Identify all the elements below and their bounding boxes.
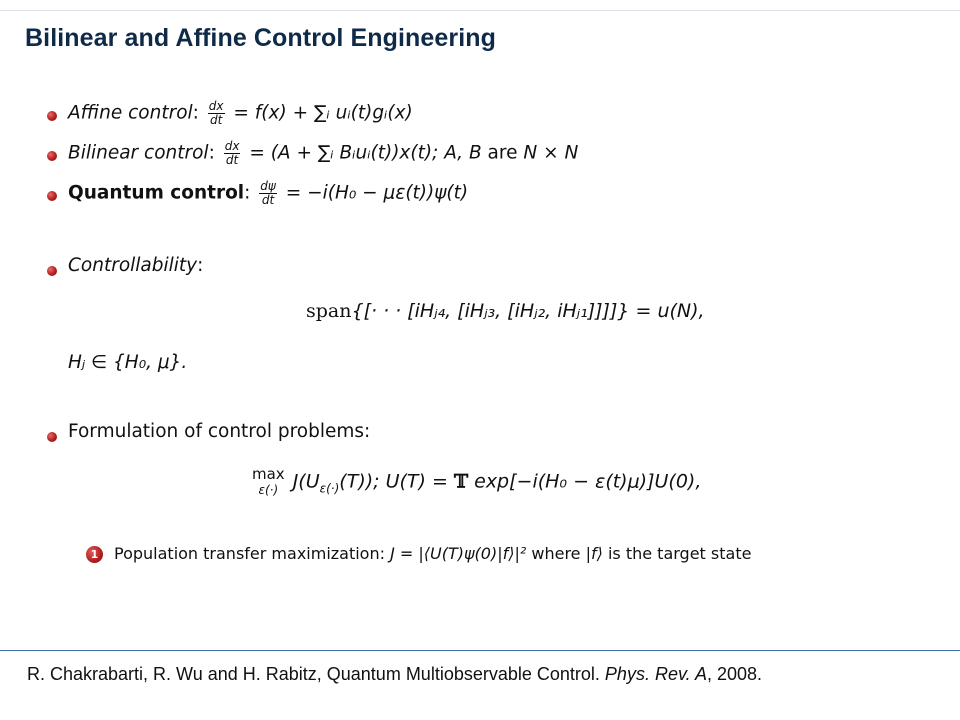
population-transfer-label: Population transfer maximization: xyxy=(114,544,385,563)
formulation-equation xyxy=(252,466,701,498)
population-transfer-where: where xyxy=(531,544,581,563)
formulation-label: Formulation of control problems: xyxy=(68,421,371,442)
bullet-controllability-icon xyxy=(47,266,57,276)
population-transfer-tail: is the target state xyxy=(607,544,752,563)
bilinear-control-line xyxy=(68,140,578,167)
citation-year: , 2008. xyxy=(706,664,763,684)
formulation-expr-right: exp[−i(H₀ − ε(t)μ)]U(0), xyxy=(474,470,702,493)
quantum-equation: = −i(H₀ − με(t))ψ(t) xyxy=(285,182,469,204)
citation-main: R. Chakrabarti, R. Wu and H. Rabitz, Quantum Multiobservable Control. xyxy=(27,664,600,684)
top-divider xyxy=(0,10,960,11)
population-transfer-expr: J = |⟨U(T)ψ(0)|f⟩|² xyxy=(390,544,527,563)
formulation-expr-left: J(U xyxy=(292,470,320,493)
controllability-line xyxy=(68,255,203,276)
population-transfer-line xyxy=(114,544,751,563)
bullet-quantum-icon xyxy=(47,191,57,201)
controllability-colon: : xyxy=(197,255,204,276)
affine-label: Affine control xyxy=(68,102,193,124)
controllability-span-equation xyxy=(306,300,705,322)
affine-control-line xyxy=(68,100,413,127)
span-expression: {[· · · [iHⱼ₄, [iHⱼ₃, [iHⱼ₂, iHⱼ₁]]]]} = u(N), xyxy=(351,300,705,322)
slide-title: Bilinear and Affine Control Engineering xyxy=(25,24,497,52)
quantum-control-line xyxy=(68,180,468,207)
bilinear-label: Bilinear control xyxy=(68,142,209,164)
bilinear-vars: A, B xyxy=(444,142,482,164)
enumerate-badge-icon: 1 xyxy=(86,546,103,563)
formulation-expr-sub: ε(·) xyxy=(319,481,340,496)
population-transfer-ket: |f⟩ xyxy=(585,544,603,563)
controllability-label: Controllability xyxy=(68,255,198,276)
footer-citation xyxy=(27,664,762,685)
bottom-divider xyxy=(0,650,960,651)
formulation-expr-mid: (T)); U(T) = xyxy=(339,470,448,493)
bilinear-colon: : xyxy=(208,142,215,164)
affine-colon: : xyxy=(192,102,199,124)
bilinear-derivative: $\frac{dx}{dt}$ xyxy=(224,139,240,167)
bilinear-dims: N × N xyxy=(523,142,579,164)
hj-set-equation: Hⱼ ∈ {H₀, μ}. xyxy=(68,352,188,373)
bilinear-are: are xyxy=(487,142,518,164)
quantum-label: Quantum control xyxy=(68,182,245,204)
bullet-bilinear-icon xyxy=(47,151,57,161)
bullet-affine-icon xyxy=(47,111,57,121)
bullet-formulation-icon xyxy=(47,432,57,442)
blackboard-t-symbol: 𝕋 xyxy=(453,470,469,493)
citation-journal: Phys. Rev. A xyxy=(604,664,707,684)
affine-derivative: $\frac{dx}{dt}$ xyxy=(208,99,224,127)
max-operator: max ε(·) xyxy=(252,465,285,497)
quantum-derivative: $\frac{d\psi}{dt}$ xyxy=(260,179,276,207)
quantum-colon: : xyxy=(244,182,251,204)
span-word: span xyxy=(306,300,352,322)
bilinear-equation: = (A + ∑ᵢ Bᵢuᵢ(t))x(t); xyxy=(249,142,439,164)
affine-equation: = f(x) + ∑ᵢ uᵢ(t)gᵢ(x) xyxy=(233,102,413,124)
